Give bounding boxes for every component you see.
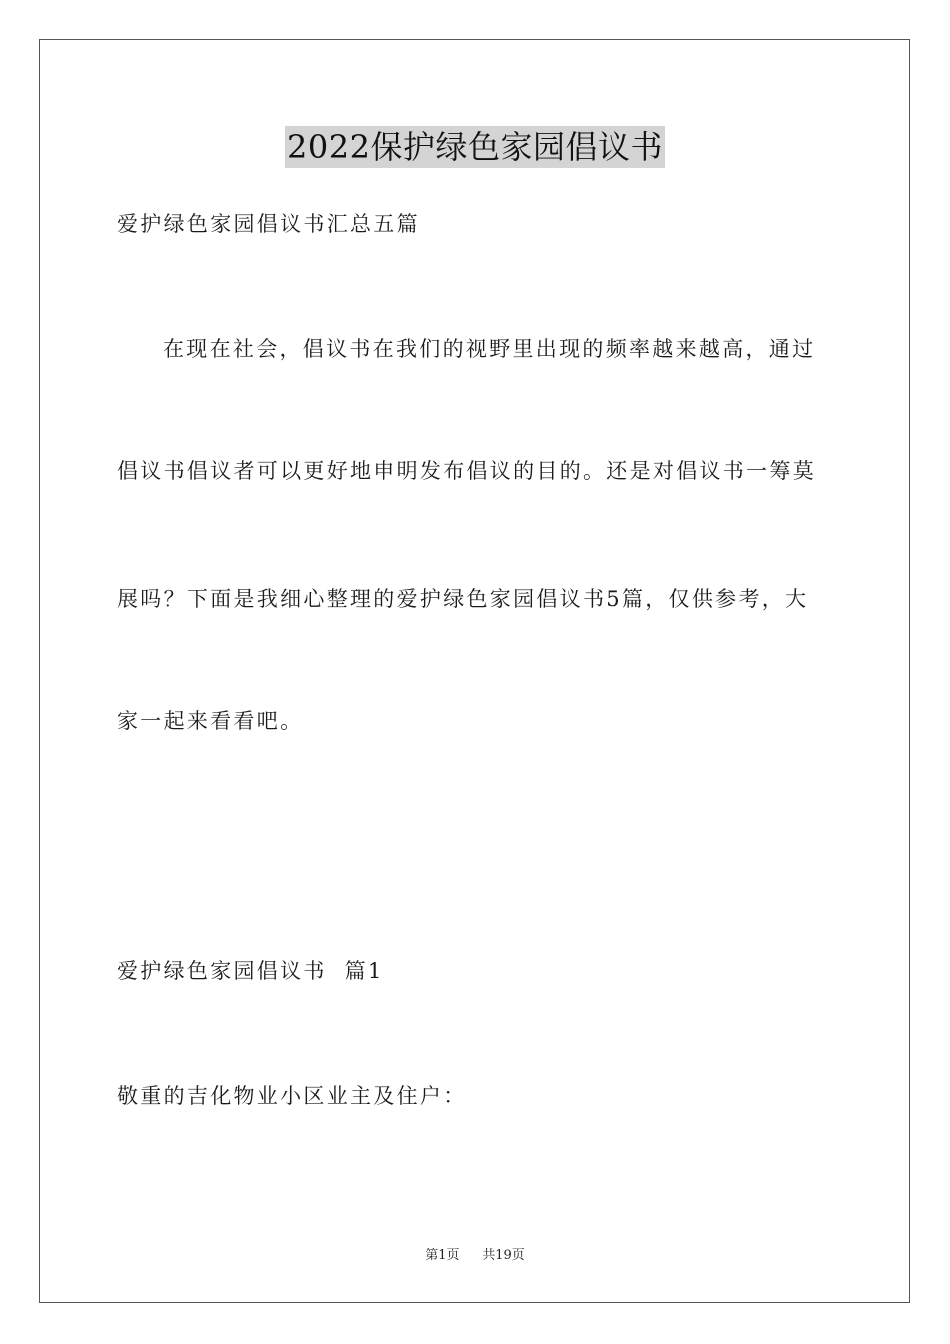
paragraph-line-2: 倡议书倡议者可以更好地申明发布倡议的目的。还是对倡议书一筹莫 [117, 459, 816, 483]
document-subtitle: 爱护绿色家园倡议书汇总五篇 [117, 212, 420, 236]
paragraph-line-1: 在现在社会，倡议书在我们的视野里出现的频率越来越高，通过 [163, 337, 816, 361]
paragraph-line-3: 展吗？下面是我细心整理的爱护绿色家园倡议书5篇，仅供参考，大 [117, 587, 809, 611]
page-total: 共19页 [482, 1248, 525, 1263]
page-number: 第1页 [425, 1248, 460, 1263]
title-container [0, 126, 950, 168]
salutation: 敬重的吉化物业小区业主及住户： [117, 1084, 467, 1108]
document-title: 2022保护绿色家园倡议书 [287, 128, 663, 166]
paragraph-line-4: 家一起来看看吧。 [117, 709, 304, 733]
section-heading: 爱护绿色家园倡议书 篇1 [117, 959, 384, 983]
page-footer [0, 1247, 950, 1265]
